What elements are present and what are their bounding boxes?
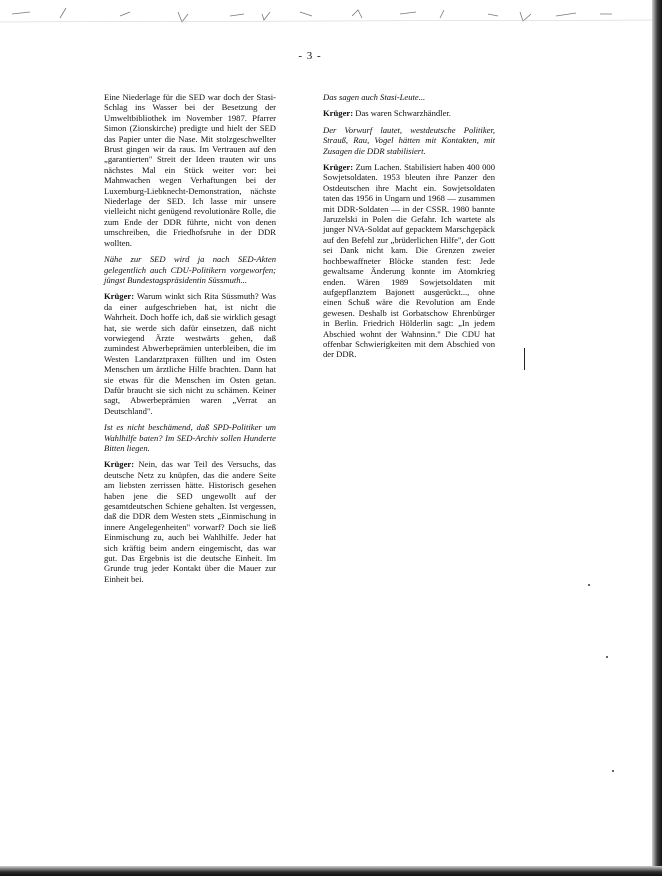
speaker-label: Krüger: [323,108,354,119]
scan-edge-bottom [0,866,662,876]
speaker-label: Krüger: [104,291,135,302]
margin-mark [524,348,525,370]
paragraph-text: Eine Niederlage für die SED war doch der Stasi-Schlag ins Wasser bei der Besetzung der Umweltbibliothek im November 1987. Pfarrer Simon (Zionskirche) predigte und hielt der SED das Papier unter die Nase. Mit stolzgeschwellter Brust gingen wir da raus. Im Vertrauen auf den „garantierten" Streit der Ideen trauten wir uns nächstes Mal ein Stück weiter vor: bei Mahnwachen wegen Verhaftungen bei der Luxemburg-Liebknecht-Demonstration, nächste Niederlage der SED. Ich lasse mir unsere vielleicht nicht genügend revolutionäre Rolle, die zum Ende der DDR führte, nicht von denen umschreiben, die Friedhofsruhe in der DDR wollten. [104,92,276,248]
speaker-label: Krüger: [104,459,135,470]
answer-text: Das waren Schwarzhändler. [355,108,451,119]
interview-answer [323,108,495,118]
interview-answer [104,459,276,584]
left-column [104,92,276,590]
scan-speck [606,656,608,658]
interview-answer [104,291,276,416]
scan-noise-top [0,0,662,40]
page-number: - 3 - [298,50,322,62]
interview-answer [323,162,495,360]
answer-text: Zum Lachen. Stabilisiert haben 400 000 Sowjetsoldaten. 1953 bleuten ihre Panzer den Ostdeutschen ihre Macht ein. Sowjetsoldaten taten das 1956 in Ungarn und 1968 — zusammen mit DDR-Soldaten — in der CSSR. 1980 bannte Jaruzelski in Polen die Gefahr. Ich wartete als junger NVA-Soldat auf gepacktem Marschgepäck auf den Befehl zur „brüderlichen Hilfe", der Gott sei Dank nicht kam. Die Grenzen zweier hochbewaffneter Blöcke standen fest: Jede gewaltsame Änderung konnte im Atomkrieg enden. Wären 1989 Sowjetsoldaten mit aufgepflanztem Bajonett ausgerückt..., ohne einen Schuß wäre die Revolution am Ende gewesen. Deshalb ist Gorbatschow Ehrenbürger in Berlin. Friedrich Hölderlin sagt: „In jedem Abschied wohnt der Wahnsinn." Die CDU hat offenbar Schwierigkeiten mit dem Abschied von der DDR. [323,162,495,360]
answer-text: Warum winkt sich Rita Süssmuth? Was da einer aufgeschrieben hat, ist nicht die Wahrheit. Doch hoffe ich, daß sie wirklich gesagt hat, sie werde sich dafür einsetzen, daß nicht vorwiegend Ärzte westwärts gehen, daß zumindest Abwerbeprämien unterbleiben, die im Westen Landarztpraxen füllten und im Osten Menschen um ärztliche Hilfe brachten. Dann hat sie etwas für die Menschen im Osten getan. Dafür braucht sie sich nicht zu schämen. Keiner sagt, Abwerbeprämien waren „Verrat an Deutschland". [104,291,276,416]
scan-edge-right [652,0,662,876]
speaker-label: Krüger: [323,162,354,173]
scan-speck [588,584,590,586]
interview-question: Ist es nicht beschämend, daß SPD-Politiker um Wahlhilfe baten? Im SED-Archiv sollen Hunderte Bitten liegen. [104,422,276,453]
answer-text: Nein, das war Teil des Versuchs, das deutsche Netz zu knüpfen, das die andere Seite am liebsten zerrissen hätte. Historisch gesehen haben jene die SED ungewollt auf der gesamtdeutschen Schiene gehalten. Ist vergessen, daß die DDR dem Westen stets „Einmischung in innere Angelegenheiten" vorwarf? Doch sie ließ Einmischung zu, auch bei Wahlhilfe. Jeder hat sich kräftig beim andern eingemischt, das war gut. Das Ergebnis ist die deutsche Einheit. Im Grunde trug jeder Kontakt über die Mauer zur Einheit bei. [104,459,276,584]
scan-speck [612,770,614,772]
interview-question: Das sagen auch Stasi-Leute... [323,92,426,102]
interview-question: Nähe zur SED wird ja nach SED-Akten gelegentlich auch CDU-Politikern vorgeworfen; jüngst Bundestagspräsidentin Süssmuth... [104,254,276,285]
interview-question: Der Vorwurf lautet, westdeutsche Politiker, Strauß, Rau, Vogel hätten mit Kontakten, mit Zusagen die DDR stabilisiert. [323,124,495,156]
right-column [323,92,495,366]
paragraph [104,92,276,248]
